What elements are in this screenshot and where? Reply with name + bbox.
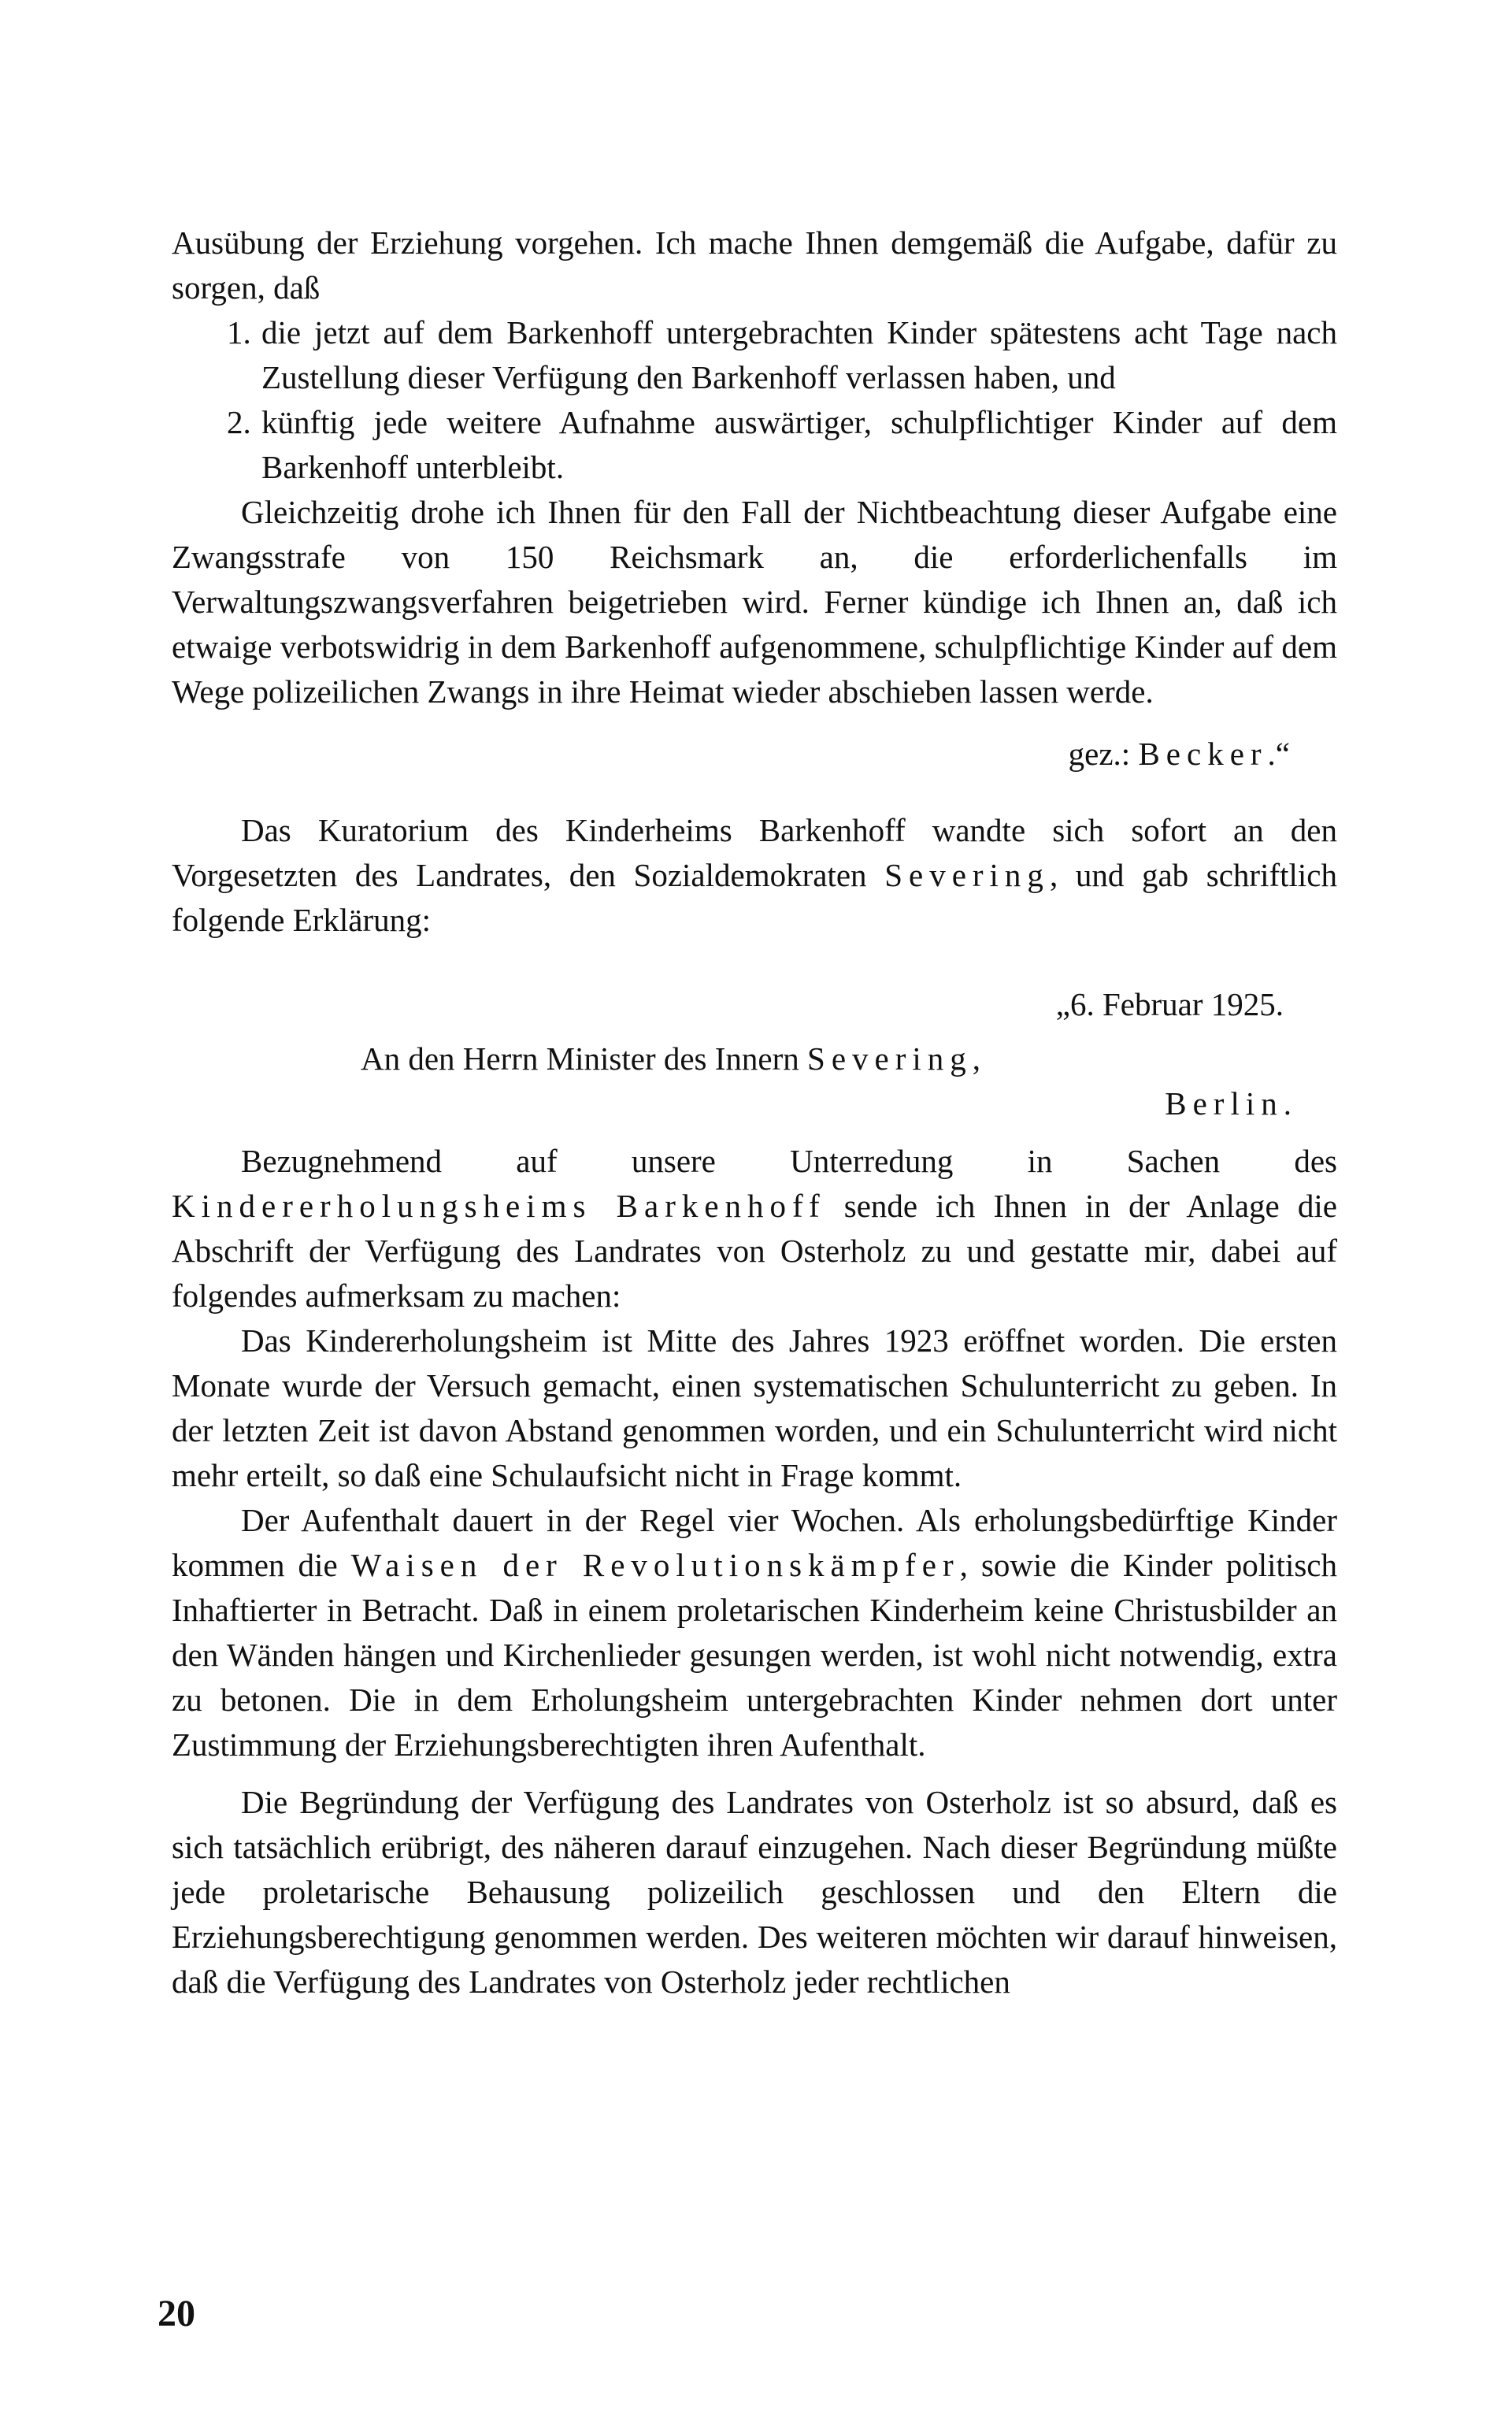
letter2-recipient — [172, 1036, 1337, 1081]
letter2-city: Berlin. — [1165, 1085, 1298, 1122]
letter2-paragraph-3 — [172, 1498, 1337, 1767]
paragraph-text: , sowie die Kinder politisch Inhaftierter in Betracht. Daß in einem proletarischen Kinderheim keine Christusbilder an den Wänden hängen und Kirchenlieder gesungen werden, ist wohl nicht notwendig, extra zu betonen. Die in dem Erholungsheim untergebrachten Kinder nehmen dort unter Zustimmung der Erziehungsberechtigten ihren Aufenthalt. — [172, 1547, 1337, 1763]
paragraph-text: Der Aufenthalt dauert in der Regel vier Wochen. Als erholungsbedürftige Kinder kommen die — [172, 1502, 1337, 1583]
narrative-paragraph — [172, 808, 1337, 943]
requirements-list — [172, 310, 1337, 490]
letter2-paragraph-2: Das Kindererholungsheim ist Mitte des Jahres 1923 eröffnet worden. Die ersten Monate wurde der Versuch gemacht, einen systematischen Schulunterricht zu geben. In der letzten Zeit ist davon Abstand genommen worden, und ein Schulunterricht wird nicht mehr erteilt, so daß eine Schulaufsicht nicht in Frage kommt. — [172, 1322, 1337, 1493]
list-number: 1. — [227, 314, 251, 350]
list-item — [227, 310, 1337, 400]
body-text — [172, 221, 1337, 2004]
list-number: 2. — [227, 404, 251, 440]
list-text: künftig jede weitere Aufnahme auswärtiger, schulpflichtiger Kinder auf dem Barkenhoff unterbleibt. — [261, 404, 1337, 485]
recipient-suffix: , — [972, 1040, 981, 1077]
letter1-opening: Ausübung der Erziehung vorgehen. Ich mache Ihnen demgemäß die Aufgabe, dafür zu sorgen, daß — [172, 224, 1337, 306]
signature-name: Becker — [1138, 736, 1268, 772]
paragraph-text: sende ich Ihnen in der Anlage die Abschrift der Verfügung des Landrates von Osterholz zu und gestatte mir, dabei auf folgendes aufmerksam zu machen: — [172, 1188, 1337, 1314]
narrative-name: Severing — [884, 857, 1050, 893]
paragraph-emphasis: Waisen der Revolutionskämpfer — [350, 1547, 960, 1583]
signature — [172, 732, 1337, 777]
page-number: 20 — [158, 2293, 195, 2334]
letter2-paragraph-4: Die Begründung der Verfügung des Landrates von Osterholz ist so absurd, daß es sich tatsächlich erübrigt, des näheren darauf einzugehen. Nach dieser Begründung müßte jede proletarische Behausung polizeilich geschlossen und den Eltern die Erziehungsberechtigung genommen werden. Des weiteren möchten wir darauf hinweisen, daß die Verfügung des Landrates von Osterholz jeder rechtlichen — [172, 1784, 1337, 2000]
recipient-prefix: An den Herrn Minister des Innern — [361, 1040, 808, 1077]
signature-suffix: .“ — [1267, 736, 1290, 772]
list-item — [227, 400, 1337, 490]
list-text: die jetzt auf dem Barkenhoff untergebrachten Kinder spätestens acht Tage nach Zustellung dieser Verfügung den Barkenhoff verlassen haben, und — [261, 314, 1337, 395]
narrative-text-2: , und gab schriftlich folgende Erklärung: — [172, 857, 1338, 938]
recipient-name: Severing — [807, 1040, 973, 1077]
narrative-text-1: Das Kuratorium des Kinderheims Barkenhoff wandte sich sofort an den Vorgesetzten des Landrates, den Sozialdemokraten — [172, 812, 1337, 893]
letter2-paragraph-1 — [172, 1139, 1337, 1318]
letter2-date: „6. Februar 1925. — [1055, 986, 1284, 1022]
signature-prefix: gez.: — [1068, 736, 1139, 772]
letter1-penalty-paragraph: Gleichzeitig drohe ich Ihnen für den Fall der Nichtbeachtung dieser Aufgabe eine Zwangsstrafe von 150 Reichsmark an, die erforderlichenfalls im Verwaltungszwangsverfahren beigetrieben wird. Ferner kündige ich Ihnen an, daß ich etwaige verbotswidrig in dem Barkenhoff aufgenommene, schulpflichtige Kinder auf dem Wege polizeilichen Zwangs in ihre Heimat wieder abschieben lassen werde. — [172, 494, 1337, 710]
paragraph-emphasis: Kindererholungsheims Barkenhoff — [172, 1188, 826, 1224]
paragraph-text: Bezugnehmend auf unsere Unterredung in Sachen des — [241, 1143, 1337, 1179]
